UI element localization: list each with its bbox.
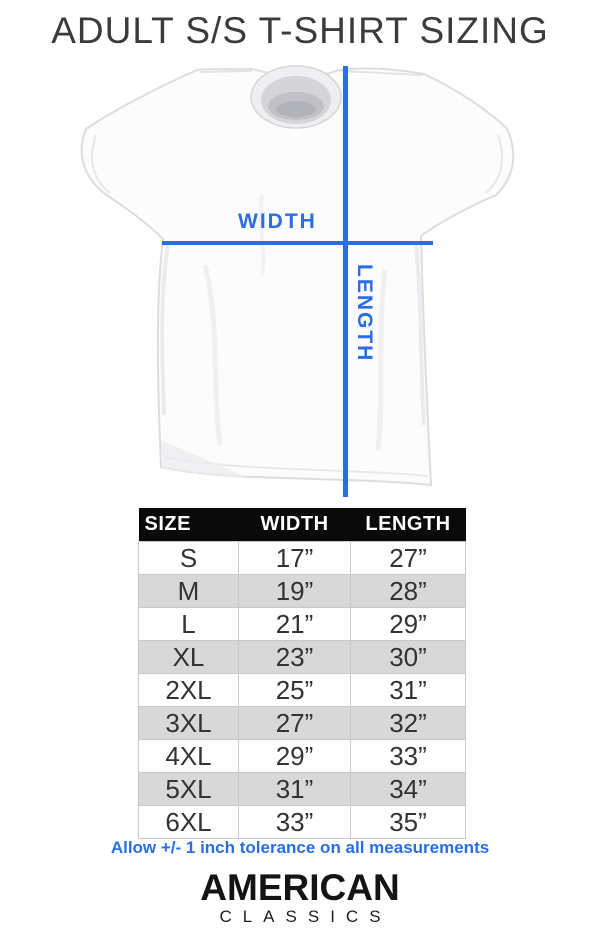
- header-size: SIZE: [139, 508, 239, 542]
- size-cell: L: [139, 608, 239, 641]
- table-row: [139, 707, 466, 740]
- width-cell: 25”: [239, 674, 351, 707]
- brand-subname: CLASSICS: [219, 907, 392, 926]
- header-length: LENGTH: [351, 508, 466, 542]
- size-cell: XL: [139, 641, 239, 674]
- table-row: [139, 773, 466, 806]
- tshirt-diagram: [0, 55, 600, 510]
- width-cell: 17”: [239, 542, 351, 575]
- size-cell: 2XL: [139, 674, 239, 707]
- table-row: [139, 740, 466, 773]
- width-cell: 19”: [239, 575, 351, 608]
- size-cell: 5XL: [139, 773, 239, 806]
- length-cell: 34”: [351, 773, 466, 806]
- size-cell: 4XL: [139, 740, 239, 773]
- width-cell: 33”: [239, 806, 351, 839]
- length-cell: 32”: [351, 707, 466, 740]
- page-title: ADULT S/S T-SHIRT SIZING: [51, 10, 549, 51]
- size-table: [138, 508, 466, 839]
- table-row: [139, 641, 466, 674]
- length-cell: 28”: [351, 575, 466, 608]
- header-width: WIDTH: [239, 508, 351, 542]
- table-row: [139, 806, 466, 839]
- length-label: LENGTH: [353, 264, 376, 363]
- size-cell: S: [139, 542, 239, 575]
- length-cell: 30”: [351, 641, 466, 674]
- length-measure-line: [343, 66, 348, 497]
- width-measure-line: [162, 241, 433, 245]
- width-label: WIDTH: [238, 210, 317, 233]
- width-cell: 27”: [239, 707, 351, 740]
- size-cell: 6XL: [139, 806, 239, 839]
- table-header-row: [139, 508, 466, 542]
- size-cell: M: [139, 575, 239, 608]
- tolerance-note: Allow +/- 1 inch tolerance on all measurements: [110, 838, 490, 857]
- length-cell: 33”: [351, 740, 466, 773]
- table-row: [139, 608, 466, 641]
- length-cell: 35”: [351, 806, 466, 839]
- table-row: [139, 674, 466, 707]
- width-cell: 29”: [239, 740, 351, 773]
- width-cell: 31”: [239, 773, 351, 806]
- table-row: [139, 542, 466, 575]
- brand-logo: [0, 869, 600, 925]
- length-cell: 27”: [351, 542, 466, 575]
- size-cell: 3XL: [139, 707, 239, 740]
- table-row: [139, 575, 466, 608]
- length-cell: 29”: [351, 608, 466, 641]
- width-cell: 21”: [239, 608, 351, 641]
- length-cell: 31”: [351, 674, 466, 707]
- tshirt-image: [0, 55, 600, 510]
- width-cell: 23”: [239, 641, 351, 674]
- brand-name: AMERICAN: [200, 867, 400, 908]
